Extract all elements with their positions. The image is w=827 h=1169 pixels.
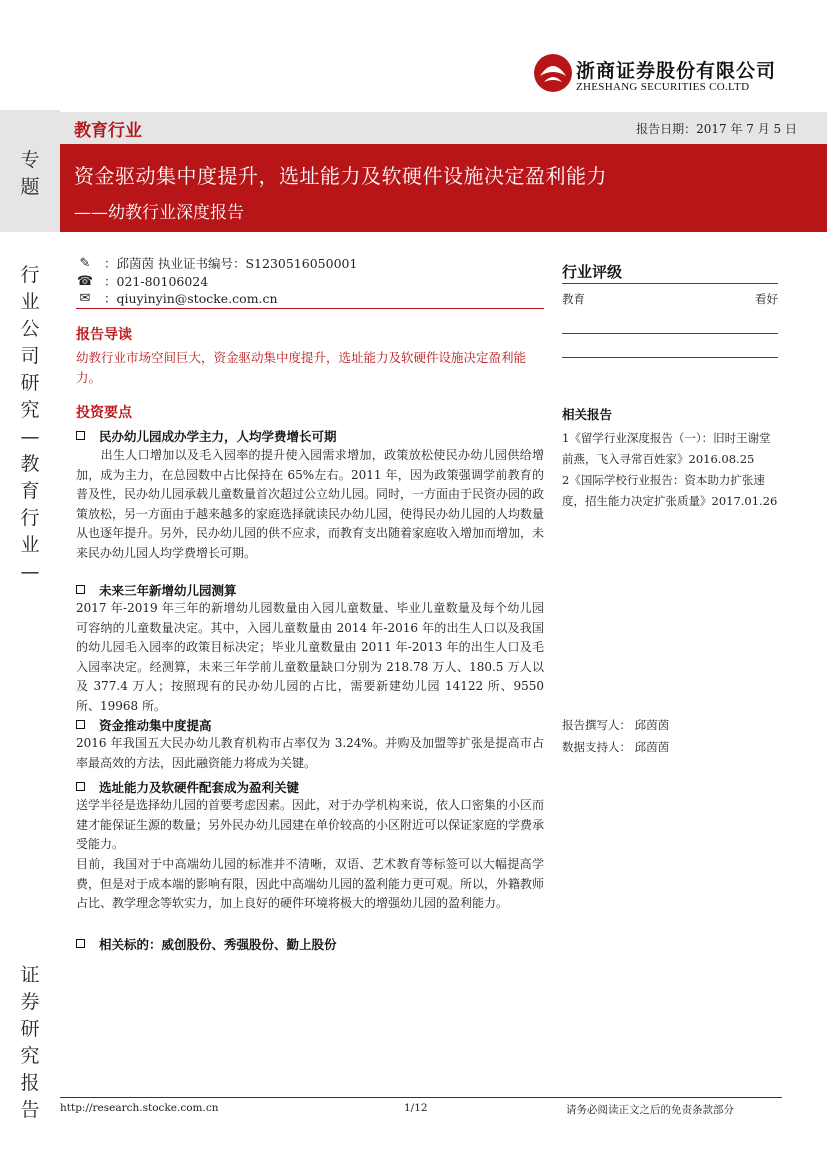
analyst-email-row: ✉ ：qiuyinyin@stocke.com.cn <box>76 289 278 307</box>
report-date: 报告日期：2017 年 7 月 5 日 <box>636 122 797 136</box>
rating-divider-mid <box>562 333 778 334</box>
point-4-text-1: 送学半径是选择幼儿园的首要考虑因素。因此，对于办学机构来说，依人口密集的小区而建才能保证生源的数量；另外民办幼儿园建在单价较高的小区附近可以保证家庭的学费承受能力。 <box>76 798 545 852</box>
checkbox-icon <box>76 431 85 440</box>
point-4-title: 选址能力及软硬件配套成为盈利关键 <box>76 778 299 796</box>
zheshang-logo-icon <box>532 52 574 94</box>
points-heading: 投资要点 <box>76 405 132 421</box>
company-name-en: ZHESHANG SECURITIES CO.LTD <box>576 81 750 93</box>
rating-row <box>562 291 778 307</box>
related-heading: 相关报告 <box>562 407 613 422</box>
data-supporter: 数据支持人： 邱茵茵 <box>562 740 670 754</box>
report-title: 资金驱动集中度提升，选址能力及软硬件设施决定盈利能力 <box>74 164 607 188</box>
checkbox-icon <box>76 782 85 791</box>
related-report-1[interactable]: 1《留学行业深度报告（一）：旧时王谢堂前燕，飞入寻常百姓家》2016.08.25 <box>562 431 771 466</box>
info-divider <box>76 308 544 309</box>
point-2-text: 2017 年-2019 年三年的新增幼儿园数量由入园儿童数量、毕业儿童数量及每个幼儿园可容纳的儿童数量决定。其中，入园儿童数量由 2014 年-2016 年的出生人口以及我国的幼儿园毛入园率的政策目标决定；毕业儿童数量由 2011 年-2013 年的出生人口及毛入园率决定。经测算，未来三年学前儿童数量缺口分别为 218.78 万人、180.5 万人以及 377.4 万人；按照现有的民办幼儿园的占比，需要新建幼儿园 14122 所、9550 所、19968 所。 <box>76 601 544 713</box>
checkbox-icon <box>76 939 85 948</box>
point-3-title: 资金推动集中度提高 <box>76 716 212 734</box>
footer-divider <box>60 1097 782 1098</box>
company-logo <box>532 52 777 100</box>
side-label-top: 专 题 <box>20 149 40 198</box>
checkbox-icon <box>76 720 85 729</box>
point-4-text-2: 目前，我国对于中高端幼儿园的标准并不清晰，双语、艺术教育等标签可以大幅提高学费，但是对于成本端的影响有限，因此中高端幼儿园的盈利能力更可观。所以，外籍教师占比、教学理念等软实力，加上良好的硬件环境将极大的增强幼儿园的盈利能力。 <box>76 857 545 911</box>
checkbox-icon <box>76 585 85 594</box>
report-writer: 报告撰写人： 邱茵茵 <box>562 718 670 732</box>
rating-divider-bottom <box>562 357 778 358</box>
company-name-cn: 浙商证券股份有限公司 <box>576 60 777 82</box>
rating-sector: 教育 <box>562 292 585 306</box>
analyst-phone-row: ☎ ：021-80106024 <box>76 273 209 289</box>
point-3-text: 2016 年我国五大民办幼儿教育机构市占率仅为 3.24%。并购及加盟等扩张是提高市占率最高效的方法，因此融资能力将成为关键。 <box>76 736 544 770</box>
rating-value: 看好 <box>755 292 778 306</box>
analyst-name-row: ✎ ：邱茵茵 执业证书编号：S1230516050001 <box>76 254 357 272</box>
page-number: 1/12 <box>404 1102 428 1114</box>
point-1-title: 民办幼儿园成办学主力，人均学费增长可期 <box>76 427 337 445</box>
category-title: 教育行业 <box>74 121 142 141</box>
phone-icon: ☎ <box>76 273 94 289</box>
guide-heading: 报告导读 <box>76 327 132 343</box>
point-1-text: 出生人口增加以及毛入园率的提升使入园需求增加，政策放松使民办幼儿园供给增加，成为主力，在总园数中占比保持在 65%左右。2011 年，因为政策强调学前教育的普及性，民办幼儿园承载儿童数量首次超过公立幼儿园。同时，一方面由于民资办园的政策放松，另一方面由于越来越多的家庭选择就读民办幼儿园，使得民办幼儿园的人均数量从也逐年提升。另外，民办幼儿园的供不应求，而教育支出随着家庭收入增加而增加，未来民办幼儿园人均学费增长可期。 <box>76 448 545 560</box>
rating-divider-top <box>562 283 778 284</box>
mail-icon: ✉ <box>79 290 91 306</box>
footer-disclaimer: 请务必阅读正文之后的免责条款部分 <box>566 1104 734 1116</box>
guide-text: 幼教行业市场空间巨大，资金驱动集中度提升，选址能力及软硬件设施决定盈利能力。 <box>76 350 527 385</box>
side-label-mid: 行 业 公 司 研 究 — 教 育 行 业 — <box>20 264 40 583</box>
side-label-bottom: 证 券 研 究 报 告 <box>20 964 40 1121</box>
related-report-2[interactable]: 2《国际学校行业报告：资本助力扩张速度，招生能力决定扩张质量》2017.01.26 <box>562 473 778 508</box>
pen-icon: ✎ <box>79 255 91 271</box>
point-5-title: 相关标的：威创股份、秀强股份、勤上股份 <box>76 935 337 953</box>
report-subtitle: ——幼教行业深度报告 <box>74 203 244 223</box>
rating-heading: 行业评级 <box>562 263 623 281</box>
footer-url[interactable]: http://research.stocke.com.cn <box>60 1102 219 1114</box>
point-2-title: 未来三年新增幼儿园测算 <box>76 581 237 599</box>
